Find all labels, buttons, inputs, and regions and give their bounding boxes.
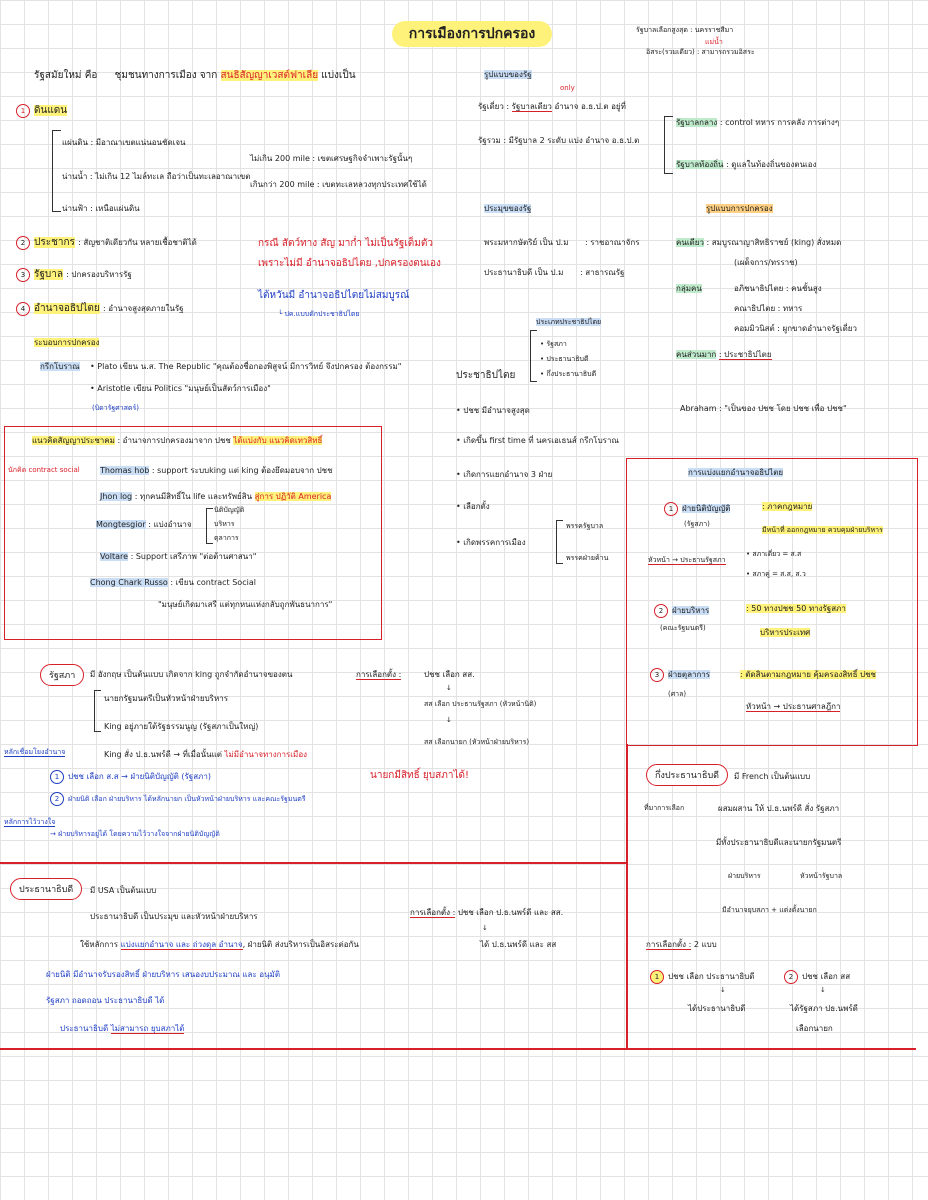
divider-line-bottom [0,1048,916,1050]
presidential-election-2: ได้ ป.ธ.นพร์ดี และ สส [480,940,557,949]
aristotle-note: (บิดารัฐศาสตร์) [92,404,139,412]
head-of-state-heading: ประมุขของรัฐ [484,204,532,213]
democracy-label: ประชาธิปไตย [456,370,516,381]
semi-origin-label: ที่มาการเลือก [644,804,685,812]
gov-party: พรรครัฐบาล [566,522,604,530]
gov-few-c: คอมมิวนิสต์ : ผูกขาดอำนาจรัฐเดี่ยว [734,324,857,333]
arrow-down-3: ↓ [720,986,726,994]
section-3: 3 รัฐบาล : ปกครองบริหารรัฐ [16,268,132,282]
dissolve-note: นายกมีสิทธิ์ ยุบสภาได้! [370,770,469,781]
blue-note-1: ไต้หวันมี อำนาจอธิปไตยไม่สมบูรณ์ [258,290,410,301]
democracy-point-1: • ปชช มีอำนาจสูงสุด [456,406,530,415]
gov-few-a: อภิชนาธิปไตย : คนชั้นสูง [734,284,822,293]
section-1-heading: 1 ดินแดน [16,104,67,118]
parliament-bracket [94,690,101,732]
local-gov-line: รัฐบาลท้องถิ่น : ดูแลในท้องถิ่นของตนเอง [676,160,817,169]
semi-election-heading: การเลือกตั้ง : 2 แบบ [646,940,717,949]
plato-line: • Plato เขียน น.ส. The Republic "คุณต้องชื่อกองพิสูจน์ มีการวิทย์ จึงปกครอง ต้องกรรม" [90,362,402,371]
democracy-types-heading: ประเภทประชาธิปไตย [536,318,602,326]
page-title: การเมืองการปกครอง [392,21,552,47]
presidential-election-heading: การเลือกตั้ง : ปชช เลือก ป.ธ.นพร์ดี และ สส. [410,908,564,917]
opposition-party: พรรคฝ่ายค้าน [566,554,609,562]
federal-bracket [664,116,673,174]
arrow-down-4: ↓ [820,986,826,994]
parliament-line-2: นายกรัฐมนตรีเป็นหัวหน้าฝ่ายบริหาร [104,694,229,703]
top-right-note-2: แม่น้ำ [705,38,723,46]
semi-line-4: มีทั้งประธานาธิบดีและนายกรัฐมนตรี [716,838,842,847]
arrow-down-5: ↓ [482,924,488,932]
democracy-point-2: • เกิดขึ้น first time ที่ นครเอเธนส์ กรีกโบราณ [456,436,619,445]
arrow-down-2: ↓ [446,716,452,724]
parliament-oval: รัฐสภา [40,664,84,686]
presidential-line-4: ฝ่ายนิติ มีอำนาจรับรองสิทธิ์ ฝ่ายบริหาร เสนองบประมาณ และ อนุมัติ [46,970,281,979]
semi-line-5: มีอำนาจยุบสภา + แต่งตั้งนายก [722,906,817,914]
rousseau-quote: "มนุษย์เกิดมาเสรี แต่ทุกหนแห่งกลับถูกพันธนาการ" [158,600,333,609]
legislative-head: หัวหน้า → ประธานรัฐสภา [648,556,726,564]
zone-200-text: ไม่เกิน 200 mile : เขตเศรษฐกิจจำเพาะรัฐนั้นๆ [250,154,413,163]
montesquieu-line: Mongtesgior : แบ่งอำนาจ [96,520,192,529]
gov-one-line: คนเดียว : สมบูรณาญาสิทธิราชย์ (king) สั่งหมด [676,238,842,247]
legislative-label: 1 ฝ่ายนิติบัญญัติ [664,502,730,516]
relation-2: 2 ฝ่ายนิติ เลือก ฝ่ายบริหาร ได้หลักนายก เป็นหัวหน้าฝ่ายบริหาร และคณะรัฐมนตรี [50,792,306,806]
relation-label: หลักเชื่อมโยงอำนาจ [4,748,66,756]
monarchy-line: พระมหากษัตริย์ เป็น ป.ม : ราชอาณาจักร [484,238,640,247]
parliament-election-1: ปชช เลือก สส. [424,670,475,679]
semi-line-3: ผสมผสาน ให้ ป.ธ.นพร์ดี สั่ง รัฐสภา [718,804,840,813]
presidential-line-5: รัฐสภา ถอดถอน ประธานาธิบดี ได้ [46,996,165,1005]
divider-line-mid [0,862,626,864]
gov-many-line: คนส่วนมาก : ประชาธิปไตย [676,350,772,359]
legislative-sub: (รัฐสภา) [684,520,710,528]
parliament-line-3: King อยู่ภายใต้รัฐธรรมนูญ (รัฐสภาเป็นใหญ่) [104,722,259,731]
abraham-quote: Abraham : "เป็นของ ปชช โดย ปชช เพื่อ ปชช" [680,404,847,413]
semi-election-2-pm: เลือกนายก [796,1024,833,1033]
unitary-state-line: รัฐเดี่ยว : รัฐบาลเดียว อำนาจ อ.ธ.ป.ต อยู่ที่ [478,102,626,111]
water-text: น่านน้ำ : ไม่เกิน 12 ไมล์ทะเล ถือว่าเป็นทะเลอาณาเขต [62,172,251,181]
aristotle-line: • Aristotle เขียน Politics "มนุษย์เป็นสัตว์การเมือง" [90,384,271,393]
legislative-duty: มีหน้าที่ ออกกฎหมาย ควบคุมฝ่ายบริหาร [762,526,883,534]
presidential-line-6: ประธานาธิบดี ไม่สามารถ ยุบสภาได้ [60,1024,185,1033]
presidential-line-3: ใช้หลักการ แบ่งแยกอำนาจ และ ถ่วงดุล อำนาจ, ฝ่ายนิติ ส่งบริหารเป็นอิสระต่อกัน [80,940,359,949]
semi-head-gov: หัวหน้ารัฐบาล [800,872,843,880]
montesquieu-bracket [206,508,213,544]
presidential-line-1: มี USA เป็นต้นแบบ [90,886,157,895]
democracy-point-3: • เกิดการแยกอำนาจ 3 ฝ่าย [456,470,553,479]
divider-line-vertical [626,744,628,1048]
democracy-types-bracket [530,330,537,382]
central-gov-line: รัฐบาลกลาง : control ทหาร การคลัง การต่างๆ [676,118,840,127]
semi-exec: ฝ่ายบริหาร [728,872,761,880]
section-2: 2 ประชากร : สัญชาติเดียวกัน หลายเชื้อชาติได้ [16,236,197,250]
monte-executive: บริหาร [214,520,235,528]
judicial-role: : ตัดสินตามกฎหมาย คุ้มครองสิทธิ์ ปชช [740,670,876,679]
zone-over-200-text: เกินกว่า 200 mile : เขตทะเลหลวงทุกประเทศใช้ได้ [250,180,427,189]
republic-line: ประธานาธิบดี เป็น ป.ม : สาธารณรัฐ [484,268,625,277]
parliament-election-3: สส เลือกนายก (หัวหน้าฝ่ายบริหาร) [424,738,530,746]
parliament-line-4: King สั่ง ป.ธ.นพร์ดี → ที่เมื่อนั้นแต่ ไม่มีอำนาจทางการเมือง [104,750,308,759]
thinkers-side-label: นักคิด contract social [8,466,80,474]
rousseau-line: Chong Chark Russo : เขียน contract Social [90,578,256,587]
semi-election-1-result: ได้ประธานาธิบดี [688,1004,746,1013]
blue-note-2: └ ปค.แบบดักประชาธิปไตย [278,310,360,318]
relation-1: 1 ปชช เลือก ส.ส → ฝ่ายนิติบัญญัติ (รัฐสภา) [50,770,211,784]
judicial-label: 3 ฝ่ายตุลาการ [650,668,710,682]
trust-text: → ฝ่ายบริหารอยู่ได้ โดยความไว้วางใจจากฝ่ายนิติบัญญัติ [50,830,220,838]
social-contract-heading: แนวคิดสัญญาประชาคม : อำนาจการปกครองมาจาก ปชช ได้แบ่งกับ แนวคิดเทวสิทธิ์ [32,436,323,445]
democracy-point-4: • เลือกตั้ง [456,502,490,511]
trust-label: หลักการไว้วางใจ [4,818,56,826]
party-bracket [556,520,563,564]
demo-type-parliament: • รัฐสภา [540,340,567,348]
gov-system-label: ระบอบการปกครอง [34,338,100,347]
federal-state-line: รัฐรวม : มีรัฐบาล 2 ระดับ แบ่ง อำนาจ อ.ธ.ป.ต [478,136,640,145]
demo-type-president: • ประธานาธิบดี [540,355,589,363]
voltaire-line: Voltare : Support เสรีภาพ "ต่อต้านศาสนา" [100,552,257,561]
red-note-2: เพราะไม่มี อำนาจอธิปไตย ,ปกครองตนเอง [258,258,441,269]
semi-election-1: 1 ปชช เลือก ประธานาธิบดี [650,970,754,984]
monte-judicial: ตุลาการ [214,534,239,542]
gov-one-line-2: (เผด็จการ/ทรราช) [734,258,798,267]
parliament-line-1: มี อังกฤษ เป็นต้นแบบ เกิดจาก king ถูกจำกัดอำนาจของตน [90,670,293,679]
executive-sub: (คณะรัฐมนตรี) [660,624,706,632]
judicial-sub: (ศาล) [668,690,687,698]
executive-duty: บริหารประเทศ [760,628,811,637]
semi-presidential-oval: กึ่งประธานาธิบดี [646,764,728,786]
parliament-election-heading: การเลือกตั้ง : [356,670,402,679]
locke-line: Jhon log : ทุกคนมีสิทธิ์ใน life และทรัพย์สิน สู่การ ปฏิวัติ America [100,492,332,501]
judicial-head: หัวหน้า → ประธานศาลฎีกา [746,702,841,711]
semi-election-2: 2 ปชช เลือก สส [784,970,850,984]
demo-type-semi: • กึ่งประธานาธิบดี [540,370,597,378]
greek-label: กรีกโบราณ [40,362,80,371]
semi-line-1: มี French เป็นต้นแบบ [734,772,811,781]
executive-role: : 50 ทางปชช 50 ทางรัฐสภา [746,604,846,613]
gov-few-b: คณาธิปไตย : ทหาร [734,304,803,313]
state-forms-heading: รูปแบบของรัฐ [484,70,532,79]
presidential-oval: ประธานาธิบดี [10,878,82,900]
parliament-election-2: สส เลือก ประธานรัฐสภา (หัวหน้านิติ) [424,700,537,708]
presidential-line-2: ประธานาธิบดี เป็นประมุข และหัวหน้าฝ่ายบริหาร [90,912,258,921]
separation-heading: การแบ่งแยกอำนาจอธิปไตย [688,468,784,477]
air-text: น่านฟ้า : เหนือแผ่นดิน [62,204,140,213]
semi-election-2-result: ได้รัฐสภา ปธ.นพร์ดี [790,1004,858,1013]
bicameral: • สภาคู่ = ส.ส, ส.ว [746,570,806,578]
democracy-point-5: • เกิดพรรคการเมือง [456,538,526,547]
only-note: only [560,84,575,92]
land-text: แผ่นดิน : มีอาณาเขตแน่นอนชัดเจน [62,138,186,147]
hobbes-line: Thomas hob : support ระบบking แต่ king ต้องยึดมอบจาก ปชช [100,466,333,475]
section-4: 4 อำนาจอธิปไตย : อำนาจสูงสุดภายในรัฐ [16,302,184,316]
section-1-bracket [52,130,61,212]
gov-types-heading: รูปแบบการปกครอง [706,204,773,213]
executive-label: 2 ฝ่ายบริหาร [654,604,709,618]
top-right-note-3: อิสระ(รวมเดียว) : สามารถรวมอิสระ [646,48,755,56]
top-right-note-1: รัฐบาลเลือกสูงสุด : นครราชสีมา [636,26,734,34]
gov-few-label: กลุ่มคน [676,284,702,293]
legislative-role: : ภาคกฎหมาย [762,502,813,511]
red-note-1: กรณี สัตว์ทาง สัญ มาก่ำ ไม่เป็นรัฐเต็มตัว [258,238,433,249]
arrow-down-1: ↓ [446,684,452,692]
monte-legislative: นิติบัญญัติ [214,506,245,514]
intro-line: รัฐสมัยใหม่ คือ ชุมชนทางการเมือง จาก สนธิสัญญาเวสต์ฟาเลีย แบ่งเป็น [34,70,356,81]
unicameral: • สภาเดี่ยว = ส.ส [746,550,802,558]
